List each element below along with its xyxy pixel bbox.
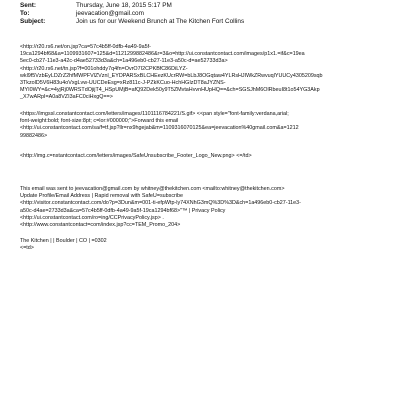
body-line: <http://ui.constantcontact.com/sa/f=tf.jsp?llr=nx9hgejab&m=1109316070125&ea=jeevacation%40gmail.com&a=1212 [20,125,299,132]
body-line: <http://ui.constantcontact.com/ro=ing/CCPrivacyPolicy.jsp> . [20,214,164,221]
safe-unsubscribe-logo-block [20,153,380,160]
subject-label: Subject: [20,18,46,25]
forward-email-block [20,111,380,140]
body-line: 5ec0-cb27-11e3-a42c-d4ae52733d3a&ch=1a496eb0-cb27-11e3-a50c-d=ae52733d3a> [20,58,228,65]
body-line: 3TkzolD5V6H83u4oVxgLvw-UUCDeEsg=xRz811c-J-PZkKCuo-HchHGIzDT8aJYZNS- [20,80,226,87]
body-line: <=td> [20,245,34,252]
body-line: <http://www.constantcontact=com/index.jsp?cc=TEM_Promo_204> [20,222,181,229]
body-line: The Kitchen | | Boulder | CO | =0302 [20,238,107,244]
body-line: <http://r20.rs6.net/tn.jsp?f=001ohddy7q4fn=OvrO7I2CPKBfC86DiLYZ- [20,65,188,72]
body-line: Update Profile/Email Address | Rapid removal with SafeU=subscribe [20,193,184,200]
to-label: To: [20,10,30,17]
body-line: 19ca1294bf68&a=1109931607=125&d=1121299882486&r=3&o=http://ui.constantcontact.com/images/p1x1.=if&c=19ea [20,51,305,58]
body-line: MYI0WY=&c=4yjRj0WRSTdOjijT4_HSpUMjB=afQ92Dek50y9T5ZMvtaHvvnHUpHQ==&ch=SGSJhM6OlRbeuI8t1o54YG3Akp [20,87,320,94]
footer-notice-block [20,186,380,229]
address-block [20,238,380,252]
body-line: wkl9f5VzbEyLDZrZ2hfMWPFVlZVznl_EYDPARSxBLCHEezKUcrRW=bLbJ8OGqtaw4YLRsHJIWkZRwvuqlYUUCy4305209sqb [20,72,323,79]
body-line: font-weight:bold; font-size:8pt; c=lor:#000000;">Forward this email [20,118,179,125]
subject-value: Join us for our Weekend Brunch at The Kitchen Fort Collins [76,18,245,25]
to-value: jeevacation@gmail.com [76,10,144,17]
body-line: This email was sent to jeevacation@gmail.com by whitney@thekitchen.com <mailto:whitney@thekitchen.com> [20,186,285,192]
body-line: <http://r20.rs6.net/on.jsp?ca=57c4b5ff-0dfb-4a49-9a5f- [20,44,151,50]
body-line: <https://imgssl.constantcontact.com/letters/images/1101116784221/S.gif> <<pan style="font-family:verdana,arial; [20,111,289,117]
tracking-links-block [20,44,380,102]
body-line: a50c-d4ae=2733d3a&ca=57c4b5ff-0dfb-4a49-9a5f-19ca1294bf68>"™ | Privacy Policy [20,207,226,214]
body-line: 99882486> [20,132,48,139]
body-line: <http://visitor.constantcontact.com/do?p=3Dun&m=001-ti-efpWtp-ly74XNhG3mQ%3D%3D&ch=1a496eb0-cb27-11e3- [20,200,301,207]
sent-value: Thursday, June 18, 2015 5:17 PM [76,2,172,9]
body-line: <http://img.c=nstantcontact.com/letters/images/SafeUnsubscribe_Footer_Logo_New.png> <=/td> [20,153,252,159]
sent-label: Sent: [20,2,36,9]
body-line: _X7wARpI=A0a8VZI3aFC0ciHxgQ==> [20,94,113,101]
